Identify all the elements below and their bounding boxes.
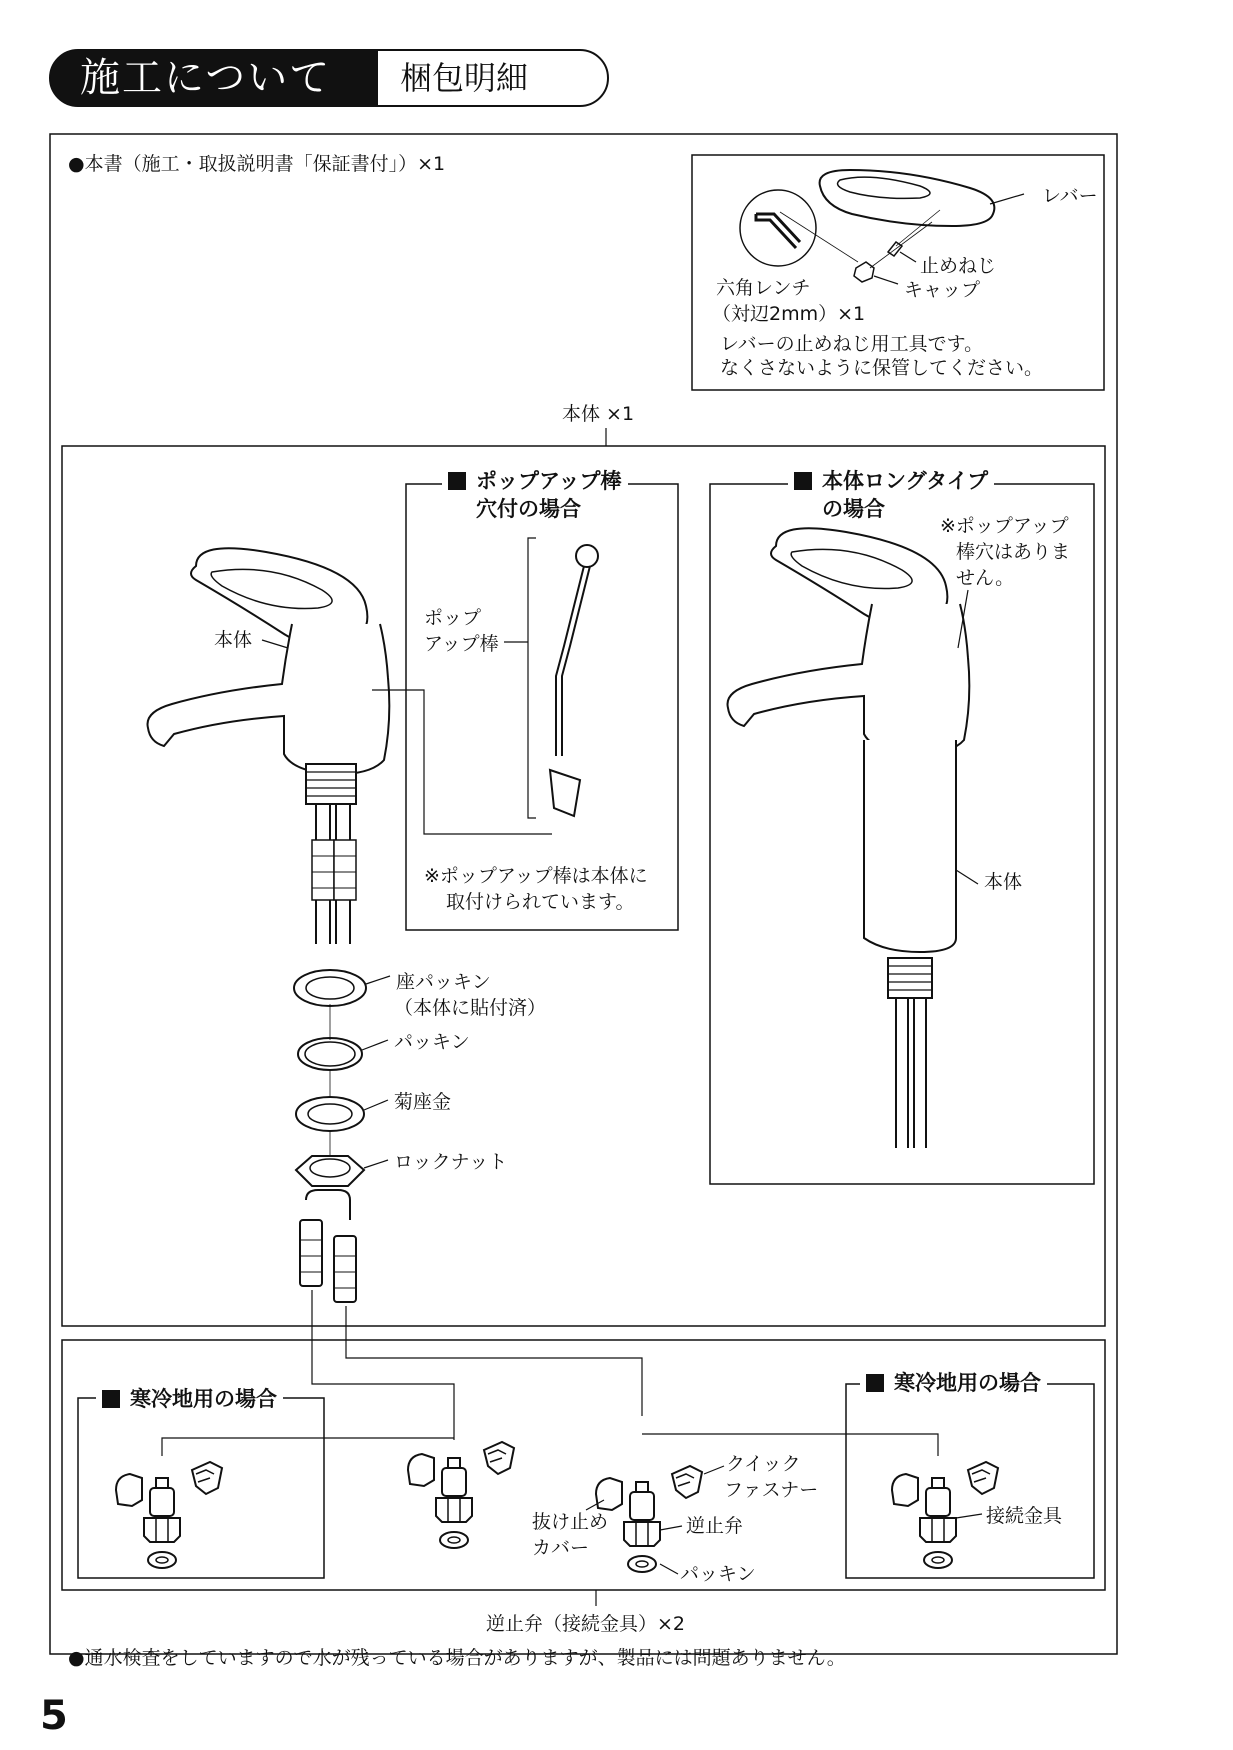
cover-label-2: カバー [532,1537,590,1559]
cold-left-title: 寒冷地用の場合 [96,1386,283,1413]
body-label: 本体 [214,629,253,651]
bullet-square [794,472,812,490]
lever-label: レバー [1042,185,1098,207]
popup-box-title-2: 穴付の場合 [476,497,581,521]
packing-label: パッキン [394,1031,470,1053]
long-faucet-body [728,528,970,1148]
cap-label: キャップ [904,279,981,301]
page-subtitle: 梱包明細 [400,59,529,97]
top-note: ●本書（施工・取扱説明書「保証書付」）×1 [68,153,446,175]
wrench-desc-2: なくさないように保管してください。 [720,357,1044,379]
locknut-icon [296,1156,364,1186]
long-note-1: ※ポップアップ [940,515,1069,537]
long-body-label: 本体 [984,871,1023,893]
valve-left [408,1442,514,1548]
wrench-desc-1: レバーの止めねじ用工具です。 [720,333,984,355]
fitting-label: 接続金具 [986,1505,1063,1527]
popup-rod-icon [550,545,598,816]
valve-cold-left [116,1462,222,1568]
check-valve-label: 逆止弁 [686,1515,744,1537]
page-title: 施工について [80,55,332,101]
cover-label-1: 抜け止め [532,1511,609,1533]
popup-note-2: 取付けられています。 [446,891,635,913]
faucet-body [148,548,390,944]
valve-packing-label: パッキン [680,1563,756,1585]
main-body-count: 本体 ×1 [562,403,635,425]
bullet-square [866,1374,884,1392]
cap-icon [854,262,874,282]
valve-cold-right [892,1462,998,1568]
cold-right-title: 寒冷地用の場合 [860,1370,1047,1397]
locknut-label: ロックナット [394,1151,508,1173]
set-screw-label: 止めねじ [920,255,997,277]
popup-rod-label-1: ポップ [424,607,482,629]
valve-count-label: 逆止弁（接続金具）×2 [486,1613,686,1635]
packing-icon [298,1038,362,1070]
seat-packing-label-2: （本体に貼付済） [394,997,547,1019]
bullet-square [448,472,466,490]
long-note-2: 棒穴はありま [956,541,1071,563]
bottom-note: ●通水検査をしていますので水が残っている場合がありますが、製品には問題ありません。 [68,1647,846,1669]
washer-icon [296,1097,364,1131]
long-box-title-2: の場合 [822,497,885,521]
washer-label: 菊座金 [394,1091,452,1113]
popup-box-title-1: ポップアップ棒 [442,468,628,495]
quick-fastener-label-1: クイック [726,1453,801,1475]
wrench-label-2: （対辺2mm）×1 [712,303,866,325]
seat-packing-label-1: 座パッキン [396,971,491,993]
seat-packing-icon [294,970,366,1006]
hose-ends-icon [300,1190,356,1302]
popup-rod-label-2: アップ棒 [424,633,499,655]
long-box-title-1: 本体ロングタイプ [788,468,994,495]
page-number: 5 [40,1693,68,1739]
quick-fastener-label-2: ファスナー [724,1479,819,1501]
bullet-square [102,1390,120,1408]
popup-note-1: ※ポップアップ棒は本体に [424,865,648,887]
long-note-3: せん。 [956,567,1015,589]
wrench-label-1: 六角レンチ [716,277,811,299]
